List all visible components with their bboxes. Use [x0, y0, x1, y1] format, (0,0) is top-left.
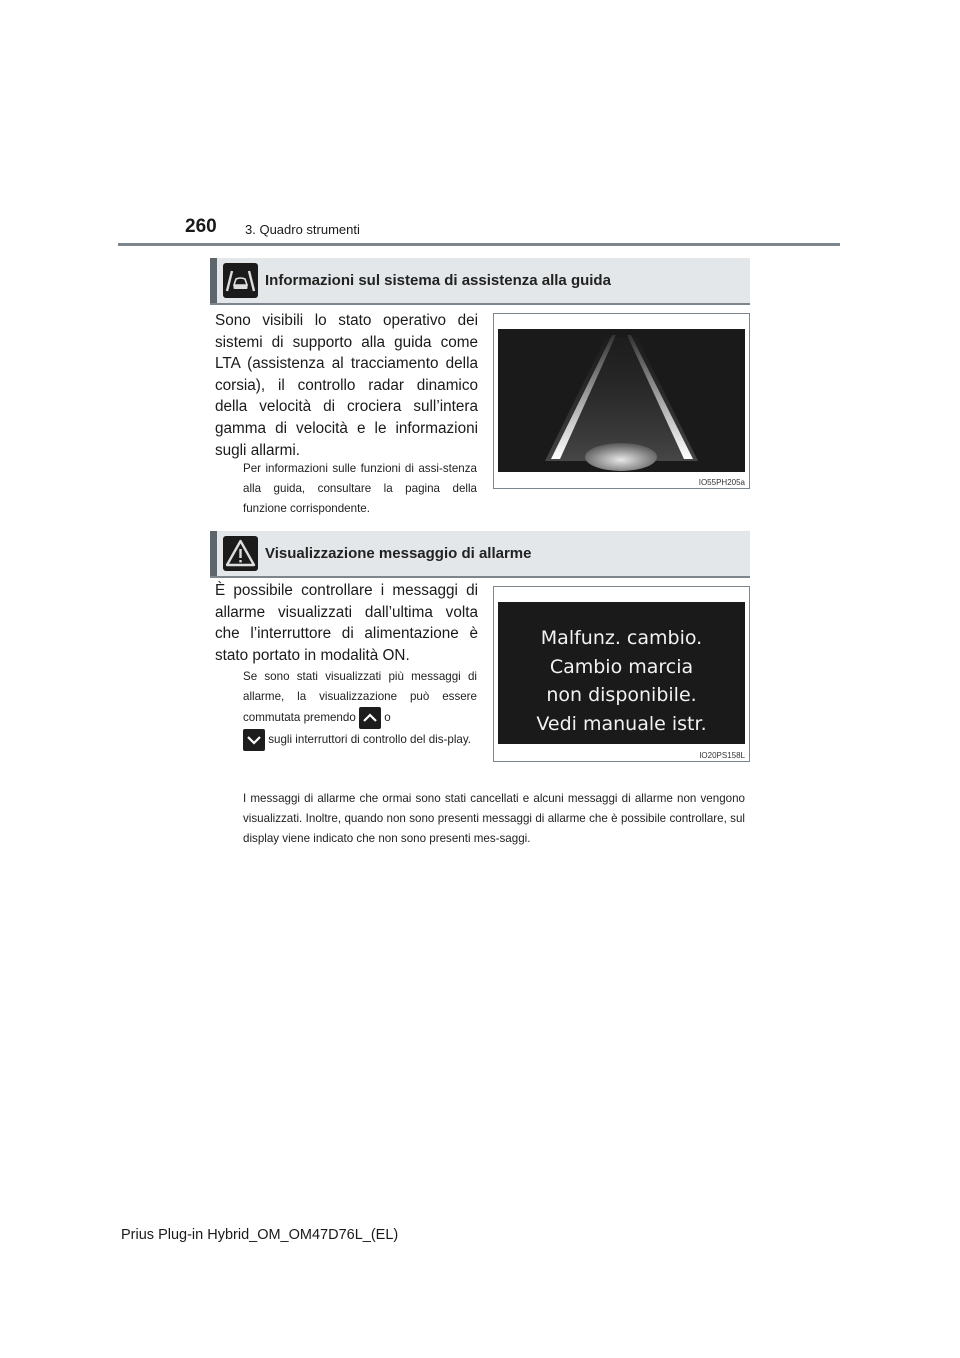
- warning-message-note: [243, 667, 477, 751]
- warning-message-body: È possibile controllare i messaggi di allarme visualizzati dall’ultima volta che l’interruttore di alimentazione è stato portato in modalità ON.: [215, 582, 478, 664]
- driving-support-display: [498, 329, 745, 472]
- driving-support-body: Sono visibili lo stato operativo dei sistemi di supporto alla guida come LTA (assistenza al tracciamento della corsia), il controllo radar dinamico della velocità di crociera sull’intera gamma di velocità e le informazioni sugli allarmi.: [215, 312, 478, 459]
- section-header-driving-support: [210, 258, 750, 305]
- footer-document-id: Prius Plug-in Hybrid_OM_OM47D76L_(EL): [121, 1227, 399, 1243]
- section-header-warning-message: [210, 531, 750, 578]
- chevron-up-button-icon: [359, 707, 381, 729]
- warning-message-note-2: I messaggi di allarme che ormai sono stati cancellati e alcuni messaggi di allarme non vengono visualizzati. Inoltre, quando non sono presenti messaggi di allarme che è possibile controllare, sul display viene indicato che non sono presenti mes-saggi.: [243, 792, 745, 845]
- figure-code: IO20PS158L: [699, 751, 745, 760]
- section-title: Informazioni sul sistema di assistenza alla guida: [265, 272, 611, 289]
- section-title: Visualizzazione messaggio di allarme: [265, 545, 532, 562]
- warning-triangle-icon: [223, 536, 258, 571]
- driving-support-figure: [493, 313, 750, 489]
- chevron-down-button-icon: [243, 729, 265, 751]
- display-line-2: Cambio marcia: [549, 655, 694, 678]
- header-divider: [118, 243, 840, 246]
- note-text-part1: Se sono stati visualizzati più messaggi di allarme, la visualizzazione può essere commutata premendo: [243, 670, 477, 724]
- display-line-3: non disponibile.: [546, 684, 697, 706]
- own-vehicle-shape: [585, 443, 657, 471]
- display-line-4: Vedi manuale istr.: [536, 712, 707, 735]
- note-text-part3: sugli interruttori di controllo del dis-play.: [268, 732, 471, 746]
- driving-support-note: Per informazioni sulle funzioni di assi-stenza alla guida, consultare la pagina della funzione corrispondente.: [243, 462, 477, 515]
- page-number: 260: [185, 216, 217, 237]
- warning-message-figure: [493, 586, 750, 762]
- figure-code: IO55PH205a: [698, 478, 745, 487]
- display-line-1: Malfunz. cambio.: [540, 627, 703, 649]
- warning-message-display: [498, 602, 745, 744]
- driving-support-icon: [223, 263, 258, 298]
- chapter-title: 3. Quadro strumenti: [245, 222, 360, 237]
- note-text-part2: o: [384, 710, 391, 724]
